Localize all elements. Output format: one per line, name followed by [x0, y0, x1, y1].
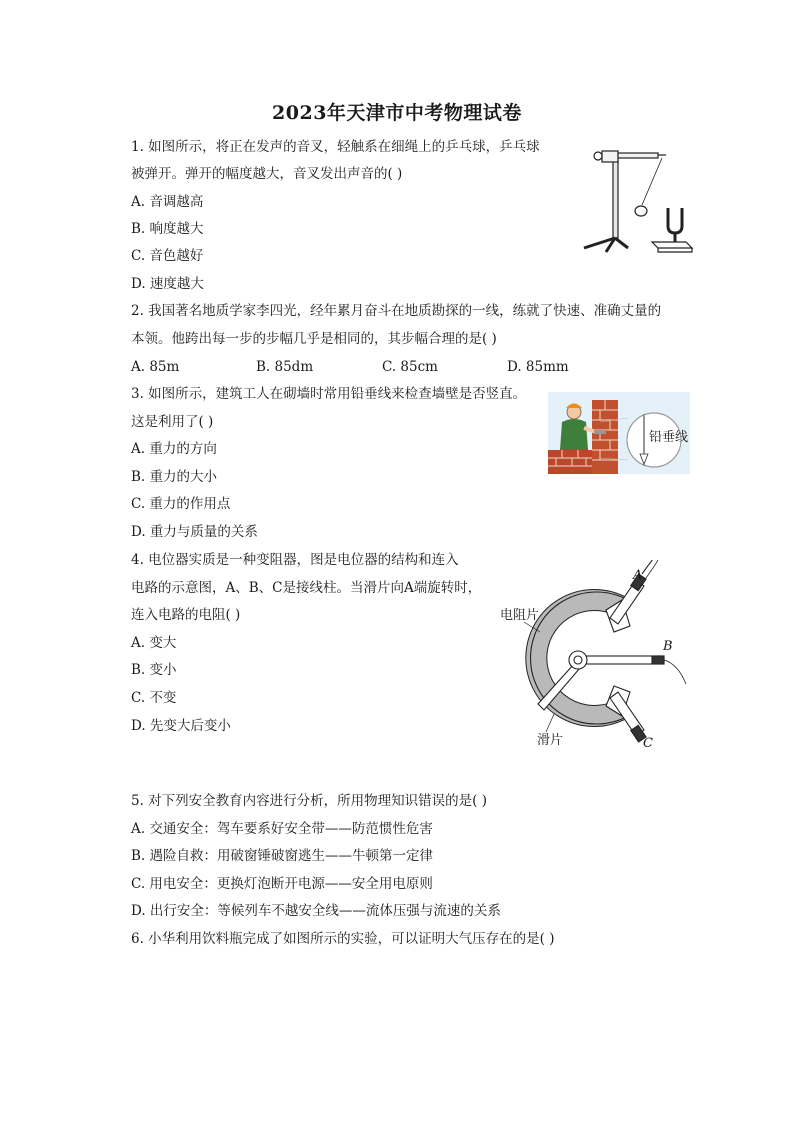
question-2-stem-line-2: 本领。他跨出每一步的步幅几乎是相同的，其步幅合理的是( ): [131, 331, 497, 347]
slider-label: 滑片: [537, 733, 564, 748]
question-3-option-d[interactable]: D. 重力与质量的关系: [131, 524, 258, 540]
question-1-option-b[interactable]: B. 响度越大: [131, 221, 204, 237]
question-4-option-d[interactable]: D. 先变大后变小: [131, 718, 231, 734]
question-3-option-b[interactable]: B. 重力的大小: [131, 469, 218, 485]
question-3-option-c[interactable]: C. 重力的作用点: [131, 496, 231, 512]
potentiometer-figure: [500, 560, 694, 756]
question-5-option-d[interactable]: D. 出行安全：等候列车不越安全线——流体压强与流速的关系: [131, 903, 501, 919]
question-4-option-b[interactable]: B. 变小: [131, 662, 177, 678]
question-5-option-b[interactable]: B. 遇险自救：用破窗锤破窗逃生——牛顿第一定律: [131, 848, 434, 864]
question-4-option-a[interactable]: A. 变大: [131, 635, 177, 651]
question-3-stem-line-1: 3. 如图所示，建筑工人在砌墙时常用铅垂线来检查墙壁是否竖直。: [131, 386, 527, 402]
question-1-option-d[interactable]: D. 速度越大: [131, 276, 204, 292]
question-5-stem-line-1: 5. 对下列安全教育内容进行分析，所用物理知识错误的是( ): [131, 793, 487, 809]
question-5-option-c[interactable]: C. 用电安全：更换灯泡断开电源——安全用电原则: [131, 876, 433, 892]
resistor-label: 电阻片: [500, 608, 540, 623]
page-title: 2023年天津市中考物理试卷: [272, 102, 522, 124]
terminal-a-label: A: [633, 568, 643, 583]
question-1-option-c[interactable]: C. 音色越好: [131, 248, 204, 264]
question-3-option-a[interactable]: A. 重力的方向: [131, 441, 217, 457]
question-4-option-c[interactable]: C. 不变: [131, 690, 177, 706]
question-3-stem-line-2: 这是利用了( ): [131, 414, 214, 430]
terminal-c-label: C: [643, 736, 653, 751]
question-2-option-c[interactable]: C. 85cm: [382, 359, 438, 375]
question-4-stem-line-2: 电路的示意图，A、B、C是接线柱。当滑片向A端旋转时，: [131, 580, 482, 596]
question-1-stem-line-1: 1. 如图所示，将正在发声的音叉，轻触系在细绳上的乒乓球，乒乓球: [131, 139, 540, 155]
question-4-stem-line-3: 连入电路的电阻( ): [131, 607, 241, 623]
question-2-stem-line-1: 2. 我国著名地质学家李四光，经年累月奋斗在地质勘探的一线，练就了快速、准确丈量的: [131, 303, 662, 319]
question-2-option-d[interactable]: D. 85mm: [507, 359, 569, 375]
question-5-option-a[interactable]: A. 交通安全：驾车要系好安全带——防范惯性危害: [131, 821, 433, 837]
tuning-fork-figure: [576, 140, 698, 256]
question-2-option-a[interactable]: A. 85m: [131, 359, 180, 375]
terminal-b-label: B: [663, 639, 673, 654]
question-4-stem-line-1: 4. 电位器实质是一种变阻器，图是电位器的结构和连入: [131, 552, 459, 568]
question-2-option-b[interactable]: B. 85dm: [256, 359, 314, 375]
question-1-stem-line-2: 被弹开。弹开的幅度越大，音叉发出声音的( ): [131, 166, 403, 182]
question-6-stem-line-1: 6. 小华利用饮料瓶完成了如图所示的实验，可以证明大气压存在的是( ): [131, 931, 555, 947]
question-1-option-a[interactable]: A. 音调越高: [131, 194, 204, 210]
plumb-line-label: 铅垂线: [649, 430, 689, 445]
